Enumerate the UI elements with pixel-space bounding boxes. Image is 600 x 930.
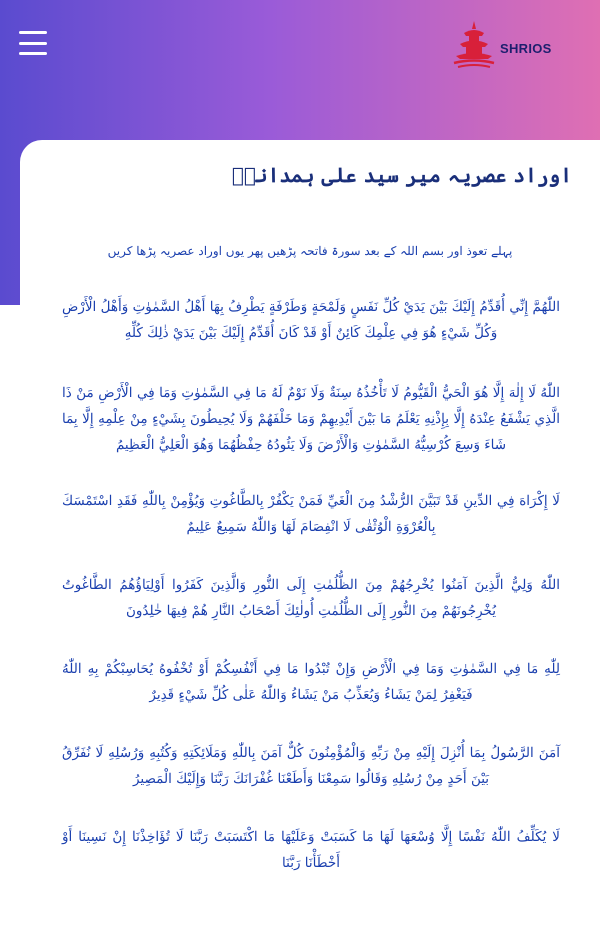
page-title: اوراد عصریہ میر سید علی ہمدانیؒ: [231, 163, 572, 187]
intro-text: پہلے تعوذ اور بسم اللہ کے بعد سورۃ فاتحہ پڑھیں پھر یوں اوراد عصریہ پڑھا کریں: [107, 244, 513, 258]
verse-paragraph: لَا يُكَلِّفُ اللّٰهُ نَفْسًا إِلَّا وُسْعَهَا لَهَا مَا كَسَبَتْ وَعَلَيْهَا مَا اكْتَسَبَتْ رَبَّنَا لَا تُؤَاخِذْنَا إِنْ نَسِينَا أَوْ أَخْطَأْنَا رَبَّنَا: [62, 829, 560, 871]
brand-logo[interactable]: [452, 18, 552, 70]
verse-paragraph: اللّٰهُمَّ إِنِّي أُقَدِّمُ إِلَيْكَ بَيْنَ يَدَيْ كُلِّ نَفَسٍ وَلَمْحَةٍ وَطَرْفَةٍ يَطْرِفُ بِهَا أَهْلُ السَّمٰوٰتِ وَأَهْلُ الْأَرْضِ وَكُلِّ شَيْءٍ هُوَ فِي عِلْمِكَ كَائِنٌ أَوْ قَدْ كَانَ أُقَدِّمُ إِلَيْكَ بَيْنَ يَدَيْ ذٰلِكَ كُلِّهِ: [62, 299, 560, 341]
menu-line: [19, 52, 47, 55]
menu-line: [19, 31, 47, 34]
verse-paragraph: آمَنَ الرَّسُولُ بِمَا أُنْزِلَ إِلَيْهِ مِنْ رَبِّهِ وَالْمُؤْمِنُونَ كُلٌّ آمَنَ بِاللّٰهِ وَمَلَائِكَتِهِ وَكُتُبِهِ وَرُسُلِهِ لَا نُفَرِّقُ بَيْنَ أَحَدٍ مِنْ رُسُلِهِ وَقَالُوا سَمِعْنَا وَأَطَعْنَا غُفْرَانَكَ رَبَّنَا وَإِلَيْكَ الْمَصِيرُ: [62, 745, 560, 787]
verse-paragraph: لِلّٰهِ مَا فِي السَّمٰوٰتِ وَمَا فِي الْأَرْضِ وَإِنْ تُبْدُوا مَا فِي أَنْفُسِكُمْ أَوْ تُخْفُوهُ يُحَاسِبْكُمْ بِهِ اللّٰهُ فَيَغْفِرُ لِمَنْ يَشَاءُ وَيُعَذِّبُ مَنْ يَشَاءُ وَاللّٰهُ عَلٰى كُلِّ شَيْءٍ قَدِيرٌ: [62, 661, 560, 703]
hamburger-menu-icon[interactable]: [19, 31, 47, 55]
verses-list: [62, 290, 560, 876]
verse-paragraph: اللّٰهُ لَا إِلٰهَ إِلَّا هُوَ الْحَيُّ الْقَيُّومُ لَا تَأْخُذُهُ سِنَةٌ وَلَا نَوْمٌ لَهُ مَا فِي السَّمٰوٰتِ وَمَا فِي الْأَرْضِ مَنْ ذَا الَّذِي يَشْفَعُ عِنْدَهُ إِلَّا بِإِذْنِهِ يَعْلَمُ مَا بَيْنَ أَيْدِيهِمْ وَمَا خَلْفَهُمْ وَلَا يُحِيطُونَ بِشَيْءٍ مِنْ عِلْمِهِ إِلَّا بِمَا شَاءَ وَسِعَ كُرْسِيُّهُ السَّمٰوٰتِ وَالْأَرْضَ وَلَا يَئُودُهُ حِفْظُهُمَا وَهُوَ الْعَلِيُّ الْعَظِيمُ: [62, 385, 560, 453]
menu-line: [19, 42, 47, 45]
top-app-bar: [0, 0, 600, 90]
brand-name: SHRIOS: [500, 40, 552, 56]
verse-paragraph: لَا إِكْرَاهَ فِي الدِّينِ قَدْ تَبَيَّنَ الرُّشْدُ مِنَ الْغَيِّ فَمَنْ يَكْفُرْ بِالطَّاغُوتِ وَيُؤْمِنْ بِاللّٰهِ فَقَدِ اسْتَمْسَكَ بِالْعُرْوَةِ الْوُثْقٰى لَا انْفِصَامَ لَهَا وَاللّٰهُ سَمِيعٌ عَلِيمٌ: [62, 493, 560, 535]
temple-logo-icon: [452, 19, 496, 69]
verse-paragraph: اللّٰهُ وَلِيُّ الَّذِينَ آمَنُوا يُخْرِجُهُمْ مِنَ الظُّلُمٰتِ إِلَى النُّورِ وَالَّذِينَ كَفَرُوا أَوْلِيَاؤُهُمُ الطَّاغُوتُ يُخْرِجُونَهُمْ مِنَ النُّورِ إِلَى الظُّلُمٰتِ أُولٰئِكَ أَصْحَابُ النَّارِ هُمْ فِيهَا خٰلِدُونَ: [62, 577, 560, 619]
